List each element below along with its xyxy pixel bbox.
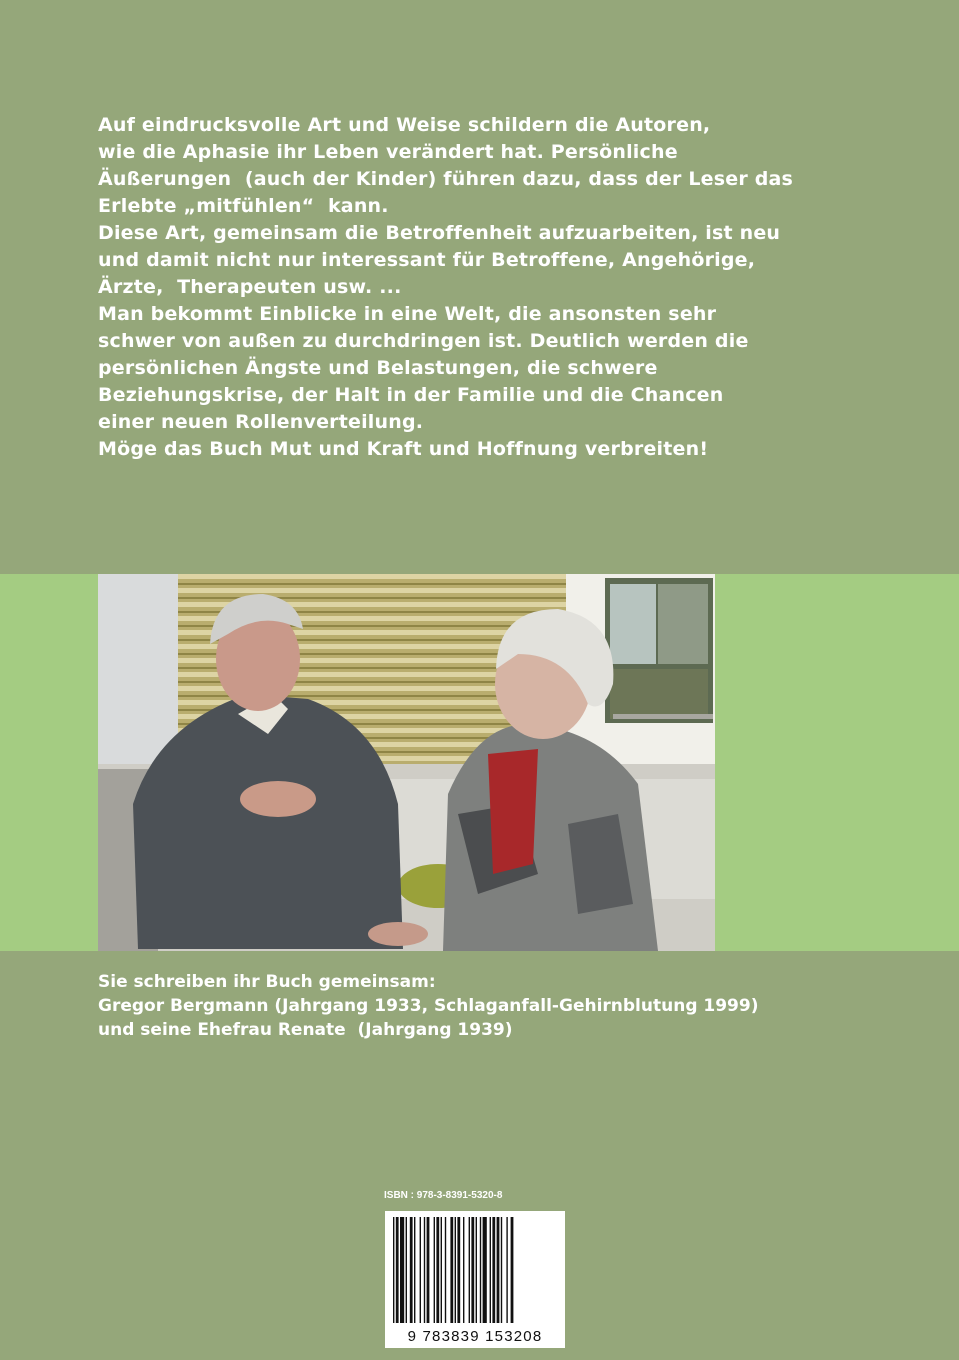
barcode-bar [393, 1217, 394, 1323]
blurb-line: einer neuen Rollenverteilung. [98, 411, 424, 433]
blurb-line: Erlebte „mitfühlen“ kann. [98, 195, 389, 217]
blurb-line: persönlichen Ängste und Belastungen, die schwere [98, 357, 658, 379]
cover-photo [98, 574, 715, 951]
barcode-bar [463, 1217, 464, 1323]
blurb-line: Beziehungskrise, der Halt in der Familie und die Chancen [98, 384, 724, 406]
barcode [385, 1211, 565, 1348]
barcode-bar [441, 1217, 442, 1323]
barcode-bar [490, 1217, 491, 1323]
barcode-bar [469, 1217, 470, 1323]
barcode-bar [410, 1217, 413, 1323]
blurb-line: Auf eindrucksvolle Art und Weise schildern die Autoren, [98, 114, 711, 136]
blurb-line: Möge das Buch Mut und Kraft und Hoffnung verbreiten! [98, 438, 709, 460]
barcode-bar [497, 1217, 500, 1323]
barcode-bar [445, 1217, 446, 1323]
barcode-bar [436, 1217, 439, 1323]
barcode-bar [424, 1217, 425, 1323]
blurb-line: Man bekommt Einblicke in eine Welt, die ansonsten sehr [98, 303, 717, 325]
barcode-bar [406, 1217, 407, 1323]
barcode-bar [511, 1217, 514, 1323]
barcode-bar [506, 1217, 507, 1323]
barcode-bar [396, 1217, 399, 1323]
barcode-bar [483, 1217, 487, 1323]
barcode-bar [450, 1217, 453, 1323]
barcode-bar [427, 1217, 430, 1323]
blurb-line: Äußerungen (auch der Kinder) führen dazu, dass der Leser das [98, 168, 794, 190]
authors-line: und seine Ehefrau Renate (Jahrgang 1939) [98, 1020, 513, 1040]
barcode-digits: 9 783839 153208 [407, 1328, 543, 1345]
isbn-label: ISBN : 978-3-8391-5320-8 [384, 1190, 503, 1201]
barcode-bar [400, 1217, 404, 1323]
blurb-line: schwer von außen zu durchdringen ist. Deutlich werden die [98, 330, 749, 352]
barcode-bar [476, 1217, 477, 1323]
blurb-text [98, 112, 898, 463]
barcode-bar [420, 1217, 421, 1323]
barcode-bar [471, 1217, 474, 1323]
barcode-bar [457, 1217, 460, 1323]
barcode-bar [501, 1217, 502, 1323]
blurb-line: Diese Art, gemeinsam die Betroffenheit aufzuarbeiten, ist neu [98, 222, 781, 244]
barcode-bar [434, 1217, 435, 1323]
blurb-line: Ärzte, Therapeuten usw. ... [98, 276, 402, 298]
authors-line: Sie schreiben ihr Buch gemeinsam: [98, 972, 436, 992]
barcode-bar [492, 1217, 495, 1323]
blurb-line: und damit nicht nur interessant für Betroffene, Angehörige, [98, 249, 756, 271]
authors-line: Gregor Bergmann (Jahrgang 1933, Schlaganfall-Gehirnblutung 1999) [98, 996, 759, 1016]
authors-text [98, 970, 918, 1042]
barcode-bar [414, 1217, 415, 1323]
barcode-bar [455, 1217, 456, 1323]
blurb-line: wie die Aphasie ihr Leben verändert hat. Persönliche [98, 141, 678, 163]
barcode-bar [480, 1217, 481, 1323]
